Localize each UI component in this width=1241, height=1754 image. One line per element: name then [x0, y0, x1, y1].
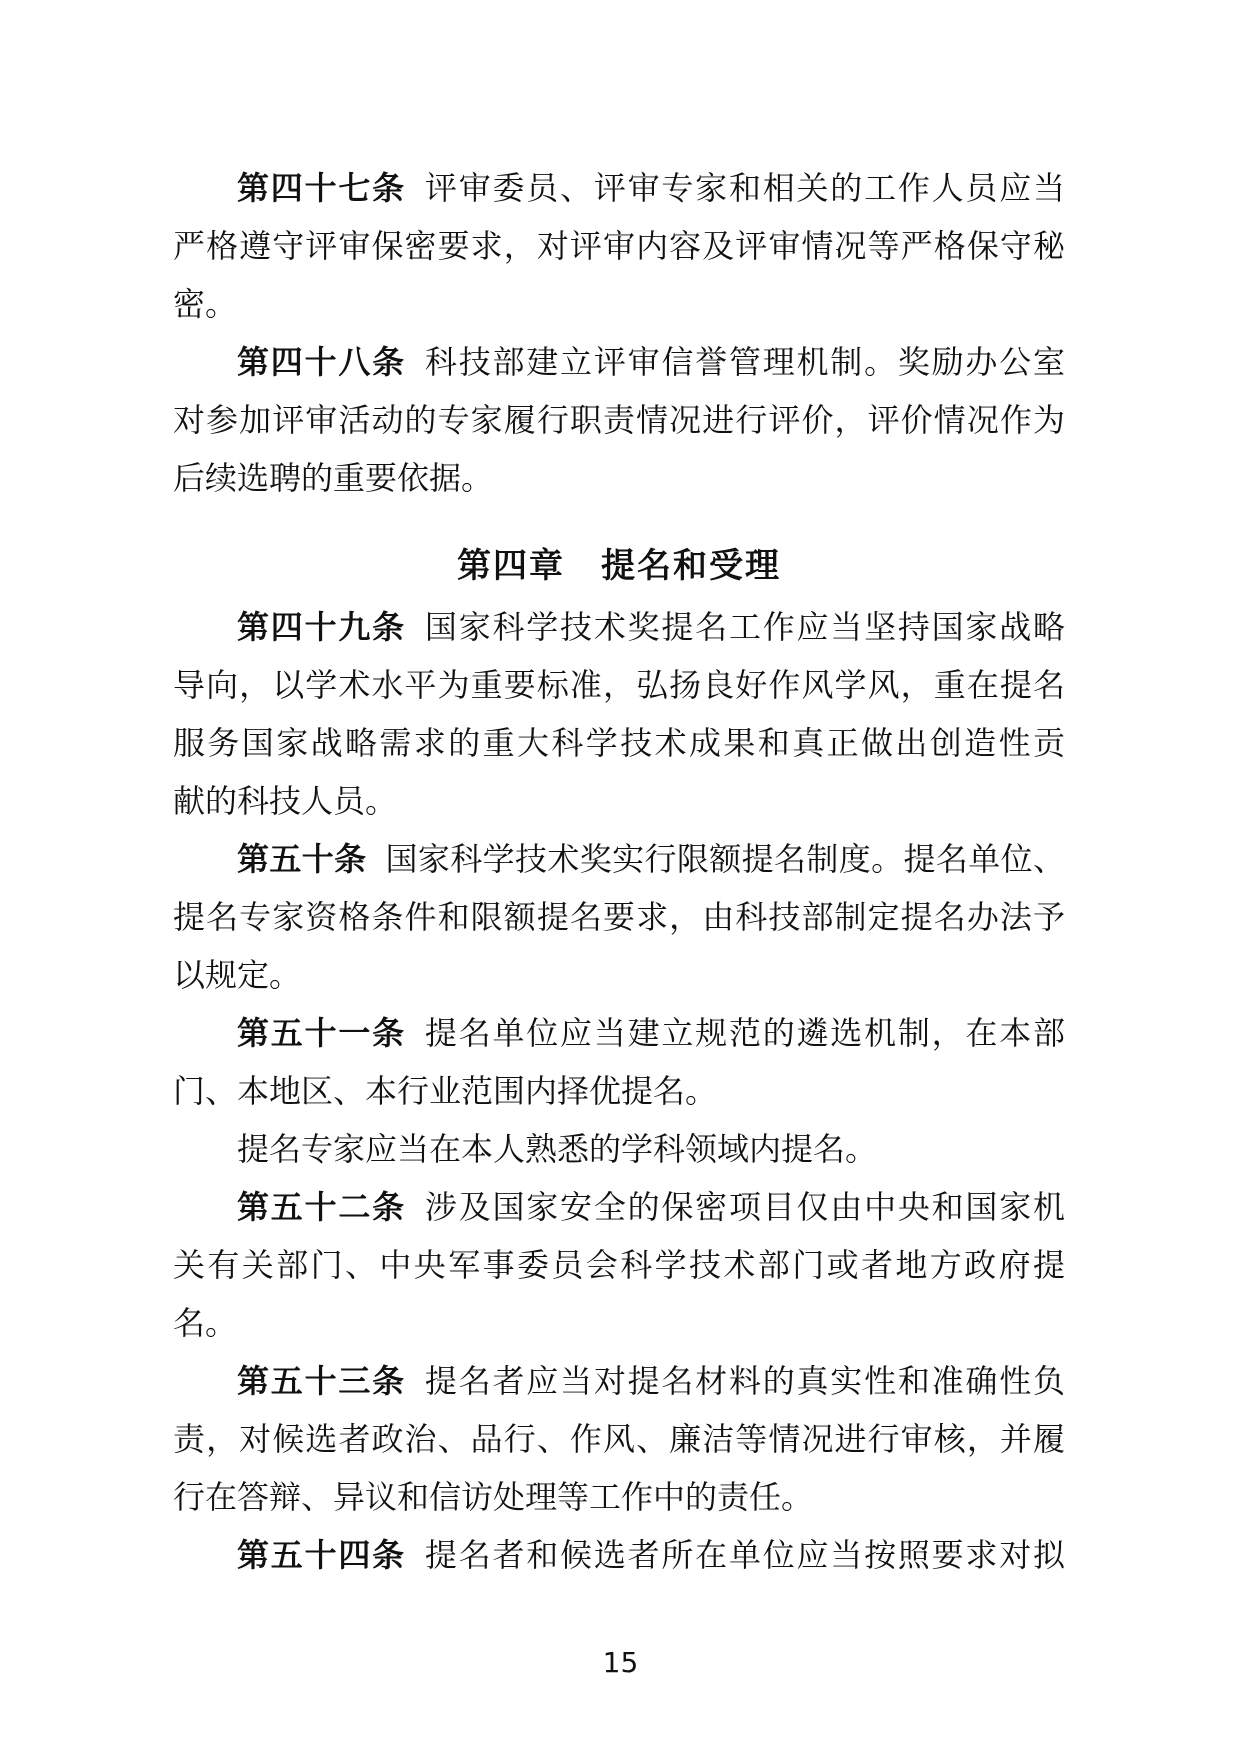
chapter-heading: 第四章 提名和受理	[457, 547, 781, 585]
text-line: 门、本地区、本行业范围内择优提名。	[173, 1073, 718, 1109]
article-number: 第四十八条	[237, 344, 406, 380]
article-number: 第四十九条	[237, 609, 406, 645]
article-paragraph	[173, 1178, 1065, 1352]
article-number: 第五十三条	[237, 1363, 406, 1399]
text-line	[173, 830, 1065, 888]
text-line: 献的科技人员。	[173, 783, 398, 819]
text-line: 密。	[173, 286, 238, 322]
text-line: 对参加评审活动的专家履行职责情况进行评价，评价情况作为	[173, 402, 1065, 438]
text-line	[173, 598, 1065, 656]
article-paragraph	[173, 598, 1065, 830]
article-paragraph	[173, 159, 1065, 333]
article-paragraph	[173, 1352, 1065, 1526]
text-line	[173, 1004, 1065, 1062]
article-number: 第五十条	[237, 841, 367, 877]
article-text: 科技部建立评审信誉管理机制。奖励办公室	[424, 344, 1065, 380]
article-paragraph	[173, 1120, 1065, 1178]
text-line: 后续选聘的重要依据。	[173, 460, 494, 496]
article-paragraph	[173, 1526, 1065, 1584]
article-number: 第五十二条	[237, 1189, 406, 1225]
article-text: 国家科学技术奖提名工作应当坚持国家战略	[424, 609, 1065, 645]
article-text: 提名单位应当建立规范的遴选机制，在本部	[424, 1015, 1065, 1051]
text-line	[173, 1352, 1065, 1410]
document-body	[173, 159, 1065, 1584]
text-line	[173, 159, 1065, 217]
article-text: 涉及国家安全的保密项目仅由中央和国家机	[424, 1189, 1065, 1225]
page-number: 15	[602, 1646, 639, 1679]
article-text: 提名者应当对提名材料的真实性和准确性负	[424, 1363, 1065, 1399]
article-number: 第四十七条	[237, 170, 406, 206]
article-number: 第五十一条	[237, 1015, 406, 1051]
text-line: 严格遵守评审保密要求，对评审内容及评审情况等严格保守秘	[173, 228, 1065, 264]
article-text: 国家科学技术奖实行限额提名制度。提名单位、	[385, 841, 1065, 877]
article-paragraph	[173, 333, 1065, 507]
article-number: 第五十四条	[237, 1537, 406, 1573]
text-line: 提名专家应当在本人熟悉的学科领域内提名。	[237, 1131, 878, 1167]
text-line	[173, 333, 1065, 391]
text-line	[173, 1526, 1065, 1584]
text-line: 以规定。	[173, 957, 302, 993]
article-text: 提名者和候选者所在单位应当按照要求对拟	[424, 1537, 1065, 1573]
text-line	[173, 1178, 1065, 1236]
article-text: 评审委员、评审专家和相关的工作人员应当	[424, 170, 1065, 206]
text-line: 责，对候选者政治、品行、作风、廉洁等情况进行审核，并履	[173, 1421, 1065, 1457]
article-paragraph	[173, 830, 1065, 1004]
text-line: 名。	[173, 1305, 238, 1341]
text-line: 行在答辩、异议和信访处理等工作中的责任。	[173, 1479, 814, 1515]
text-line: 提名专家资格条件和限额提名要求，由科技部制定提名办法予	[173, 899, 1065, 935]
text-line: 导向，以学术水平为重要标准，弘扬良好作风学风，重在提名	[173, 667, 1065, 703]
article-paragraph	[173, 1004, 1065, 1120]
text-line: 服务国家战略需求的重大科学技术成果和真正做出创造性贡	[173, 725, 1065, 761]
text-line: 关有关部门、中央军事委员会科学技术部门或者地方政府提	[173, 1247, 1065, 1283]
